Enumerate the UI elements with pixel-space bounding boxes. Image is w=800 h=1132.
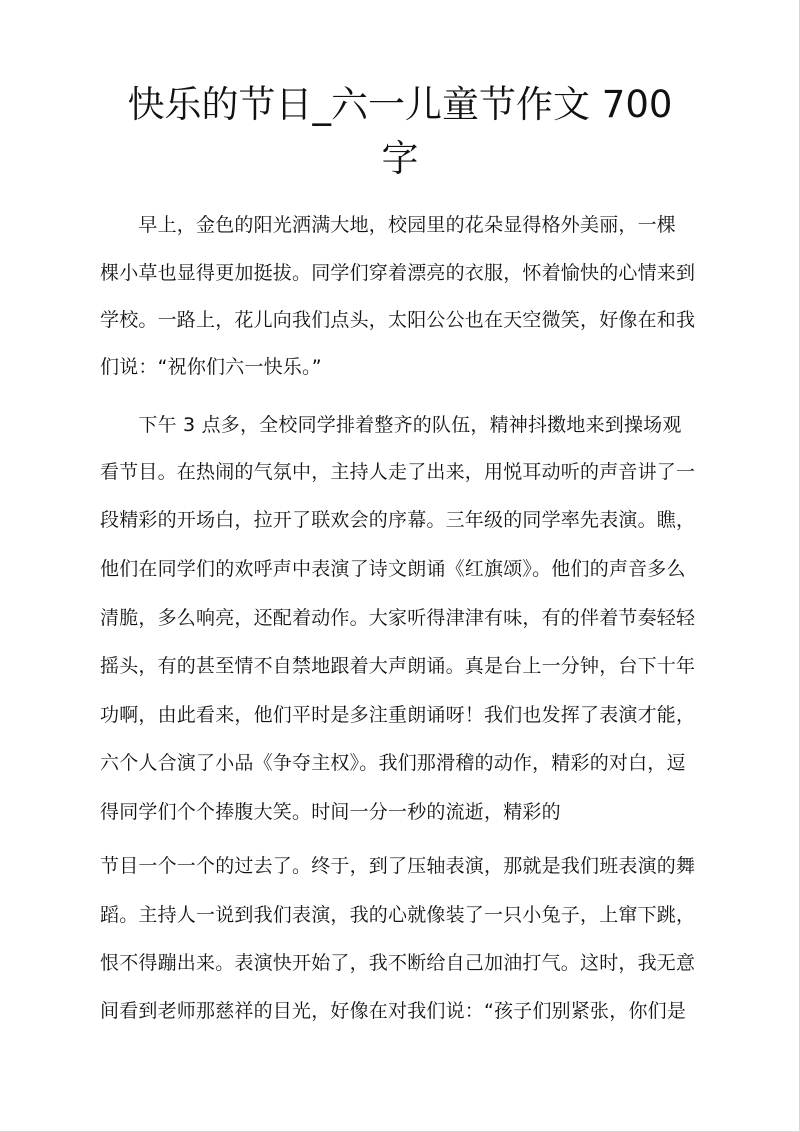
text-line: 节目一个一个的过去了。终于，到了压轴表演，那就是我们班表演的舞	[100, 855, 696, 877]
text-line: 他们在同学们的欢呼声中表演了诗文朗诵《红旗颂》。他们的声音多么	[100, 558, 686, 580]
title-line-2: 字	[381, 137, 419, 180]
text-line: 恨不得蹦出来。表演快开始了，我不断给自己加油打气。这时，我无意	[100, 952, 696, 974]
text-line: 间看到老师那慈祥的目光，好像在对我们说：“孩子们别紧张，你们是	[100, 1000, 687, 1022]
document-title	[80, 78, 720, 186]
text-line: 摇头，有的甚至情不自禁地跟着大声朗诵。真是台上一分钟，台下十年	[100, 655, 696, 677]
text-line: 们说：“祝你们六一快乐。”	[100, 356, 322, 378]
title-line-1: 快乐的节日_六一儿童节作文 700	[127, 83, 673, 126]
text-line: 学校。一路上，花儿向我们点头，太阳公公也在天空微笑，好像在和我	[100, 309, 696, 331]
text-line: 蹈。主持人一说到我们表演，我的心就像装了一只小兔子，上窜下跳，	[100, 904, 696, 926]
text-line: 棵小草也显得更加挺拔。同学们穿着漂亮的衣服，怀着愉快的心情来到	[100, 262, 696, 284]
text-line: 看节目。在热闹的气氛中，主持人走了出来，用悦耳动听的声音讲了一	[100, 461, 696, 483]
text-line: 功啊，由此看来，他们平时是多注重朗诵呀！我们也发挥了表演才能，	[100, 704, 696, 726]
text-line: 段精彩的开场白，拉开了联欢会的序幕。三年级的同学率先表演。瞧，	[100, 509, 696, 531]
text-line: 清脆，多么响亮，还配着动作。大家听得津津有味，有的伴着节奏轻轻	[100, 607, 696, 629]
text-line: 下午 3 点多，全校同学排着整齐的队伍，精神抖擞地来到操场观	[100, 414, 682, 436]
text-line: 早上，金色的阳光洒满大地，校园里的花朵显得格外美丽，一棵	[100, 214, 677, 236]
text-line: 六个人合演了小品《争夺主权》。我们那滑稽的动作，精彩的对白，逗	[100, 752, 686, 774]
text-line: 得同学们个个捧腹大笑。时间一分一秒的流逝，精彩的	[100, 801, 561, 823]
